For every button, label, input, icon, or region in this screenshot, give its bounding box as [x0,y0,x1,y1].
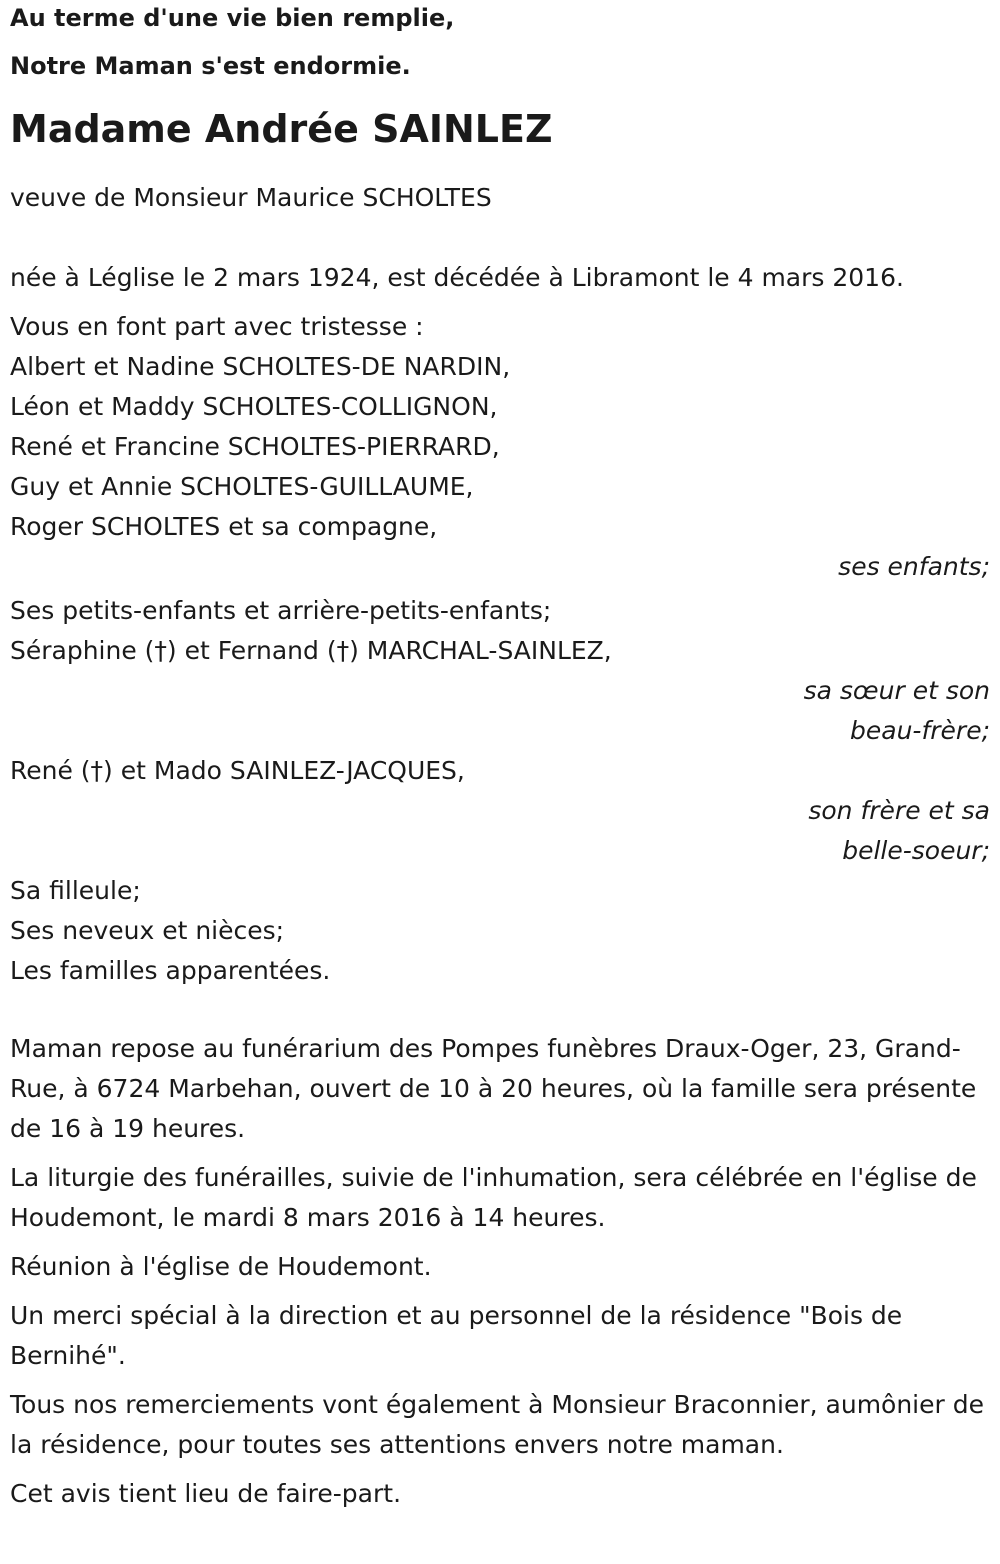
child-line: Roger SCHOLTES et sa compagne, [10,512,438,541]
child-line: Albert et Nadine SCHOLTES-DE NARDIN, [10,352,511,381]
meeting-paragraph: Réunion à l'église de Houdemont. [10,1252,432,1281]
child-line: René et Francine SCHOLTES-PIERRARD, [10,432,500,461]
child-line: Léon et Maddy SCHOLTES-COLLIGNON, [10,392,498,421]
intro-line-1: Au terme d'une vie bien remplie, [10,4,455,32]
liturgy-paragraph: La liturgie des funérailles, suivie de l'inhumation, sera célébrée en l'église de Houdemont, le mardi 8 mars 2016 à 14 heures. [10,1163,977,1232]
closing-paragraph: Cet avis tient lieu de faire-part. [10,1479,402,1508]
brother-role-1: son frère et sa [808,796,990,825]
birth-death-line: née à Léglise le 2 mars 1924, est décédée à Libramont le 4 mars 2016. [10,263,904,292]
thanks-chaplain-paragraph: Tous nos remerciements vont également à Monsieur Braconnier, aumônier de la résidence, pour toutes ses attentions envers notre maman. [10,1390,984,1459]
deceased-name: Madame Andrée SAINLEZ [10,107,553,151]
intro-line-2: Notre Maman s'est endormie. [10,52,411,80]
other-family-line: Les familles apparentées. [10,956,331,985]
brother-line: René (†) et Mado SAINLEZ-JACQUES, [10,756,465,785]
brother-role-2: belle-soeur; [842,836,990,865]
other-family-line: Sa filleule; [10,876,141,905]
sister-line: Séraphine (†) et Fernand (†) MARCHAL-SAINLEZ, [10,636,612,665]
widow-line: veuve de Monsieur Maurice SCHOLTES [10,183,492,212]
other-family-line: Ses neveux et nièces; [10,916,285,945]
sister-role-2: beau-frère; [850,716,990,745]
children-role: ses enfants; [838,552,990,581]
announce-line: Vous en font part avec tristesse : [10,312,424,341]
funeral-home-paragraph: Maman repose au funérarium des Pompes funèbres Draux-Oger, 23, Grand-Rue, à 6724 Marbehan, ouvert de 10 à 20 heures, où la famille sera présente de 16 à 19 heures. [10,1034,977,1143]
sister-role-1: sa sœur et son [803,676,990,705]
child-line: Guy et Annie SCHOLTES-GUILLAUME, [10,472,474,501]
grandchildren-line: Ses petits-enfants et arrière-petits-enfants; [10,596,552,625]
thanks-residence-paragraph: Un merci spécial à la direction et au personnel de la résidence "Bois de Bernihé". [10,1301,903,1370]
